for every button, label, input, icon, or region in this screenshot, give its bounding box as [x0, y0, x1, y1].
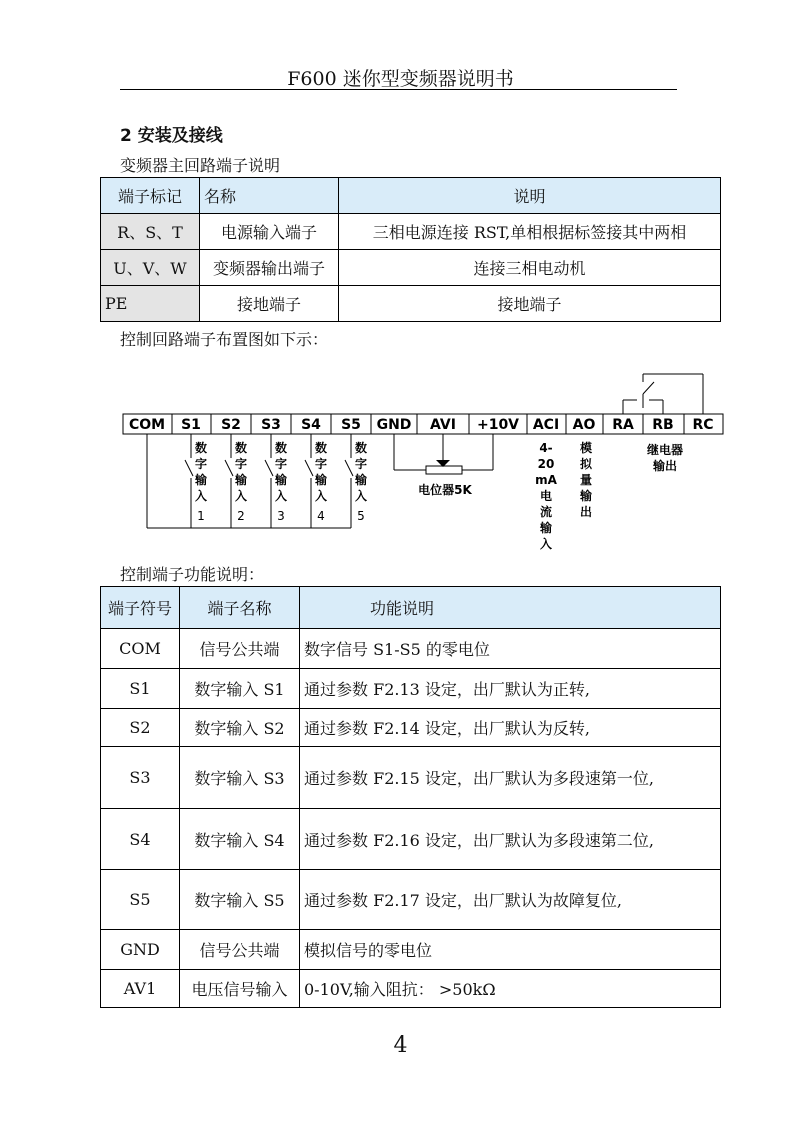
table-cell: AV1: [101, 970, 180, 1008]
relay-wiring: [623, 374, 703, 414]
svg-text:输: 输: [354, 473, 368, 487]
table-cell: 信号公共端: [180, 629, 300, 669]
header-rule: [120, 89, 677, 90]
table-cell: COM: [101, 629, 180, 669]
table-cell: 模拟信号的零电位: [300, 930, 721, 970]
table-cell: R、S、T: [101, 214, 200, 250]
table-row: [101, 629, 721, 669]
svg-text:1: 1: [197, 509, 205, 523]
terminal-label: S4: [301, 417, 321, 433]
svg-text:输: 输: [274, 473, 288, 487]
svg-text:输出: 输出: [652, 459, 678, 473]
table-cell: S1: [101, 669, 180, 709]
svg-text:5: 5: [357, 509, 365, 523]
table-cell: PE: [101, 286, 200, 322]
svg-text:出: 出: [579, 505, 593, 519]
header-cell: 端子名称: [180, 587, 300, 629]
terminal-label: RC: [692, 417, 714, 433]
table-cell: 通过参数 F2.17 设定，出厂默认为故障复位,: [300, 870, 721, 930]
svg-text:输: 输: [234, 473, 248, 487]
header-cell: 端子符号: [101, 587, 180, 629]
svg-text:入: 入: [274, 489, 288, 503]
table-row: [101, 286, 721, 322]
svg-text:流: 流: [539, 505, 553, 519]
aci-label: [535, 441, 558, 551]
svg-text:入: 入: [234, 489, 248, 503]
potentiometer-label: 电位器5K: [418, 483, 472, 497]
terminal-label: S2: [221, 417, 241, 433]
main-circuit-caption: 变频器主回路端子说明: [120, 156, 281, 175]
svg-text:入: 入: [194, 489, 208, 503]
potentiometer-wiring: [394, 434, 493, 474]
document-header-title: F600 迷你型变频器说明书: [287, 68, 514, 90]
table-cell: 数字信号 S1-S5 的零电位: [300, 629, 721, 669]
main-circuit-table: [100, 177, 721, 322]
table-cell: 通过参数 F2.16 设定，出厂默认为多段速第二位,: [300, 809, 721, 870]
svg-text:输: 输: [314, 473, 328, 487]
svg-text:字: 字: [274, 457, 288, 471]
terminal-label: S1: [181, 417, 201, 433]
table-cell: 通过参数 F2.14 设定，出厂默认为反转,: [300, 709, 721, 747]
table-cell: 数字输入 S2: [180, 709, 300, 747]
table-cell: 电源输入端子: [200, 214, 339, 250]
terminal-label: GND: [376, 417, 412, 433]
svg-text:数: 数: [194, 441, 208, 455]
svg-text:字: 字: [314, 457, 328, 471]
table-cell: S2: [101, 709, 180, 747]
svg-text:继电器: 继电器: [646, 443, 684, 457]
table-cell: 接地端子: [200, 286, 339, 322]
svg-text:mA: mA: [535, 473, 557, 487]
svg-text:字: 字: [194, 457, 208, 471]
svg-text:量: 量: [579, 473, 593, 487]
svg-text:拟: 拟: [579, 457, 593, 471]
svg-text:数: 数: [314, 441, 328, 455]
table-row: [101, 669, 721, 709]
section-title: 2 安装及接线: [120, 126, 223, 146]
header-cell: 端子标记: [101, 178, 200, 214]
table-row: [101, 809, 721, 870]
control-terminal-diagram: [0, 360, 801, 565]
svg-text:20: 20: [537, 457, 555, 471]
table-cell: 数字输入 S5: [180, 870, 300, 930]
table-header-row: [101, 587, 721, 629]
table-cell: 变频器输出端子: [200, 250, 339, 286]
table-row: [101, 870, 721, 930]
svg-text:输: 输: [194, 473, 208, 487]
table-row: [101, 970, 721, 1008]
svg-text:输: 输: [579, 489, 593, 503]
table-row: [101, 930, 721, 970]
control-function-table: [100, 586, 721, 1008]
svg-text:电: 电: [539, 489, 553, 503]
svg-text:入: 入: [314, 489, 328, 503]
svg-text:4-: 4-: [539, 441, 553, 455]
control-layout-caption: 控制回路端子布置图如下示：: [120, 330, 329, 349]
terminal-label: AO: [572, 417, 596, 433]
svg-text:入: 入: [354, 489, 368, 503]
terminal-label: S3: [261, 417, 281, 433]
svg-text:字: 字: [234, 457, 248, 471]
table-cell: 通过参数 F2.15 设定，出厂默认为多段速第一位,: [300, 747, 721, 809]
table-cell: 接地端子: [339, 286, 721, 322]
table-row: [101, 747, 721, 809]
svg-text:入: 入: [539, 537, 553, 551]
table-cell: 连接三相电动机: [339, 250, 721, 286]
ao-label: [579, 440, 593, 519]
header-cell: 功能说明: [300, 587, 721, 629]
page-number: 4: [393, 1033, 408, 1058]
terminal-label: COM: [128, 417, 166, 433]
table-cell: 通过参数 F2.13 设定，出厂默认为正转,: [300, 669, 721, 709]
svg-text:3: 3: [277, 509, 285, 523]
table-cell: 数字输入 S3: [180, 747, 300, 809]
header-cell: 说明: [339, 178, 721, 214]
svg-text:数: 数: [274, 441, 288, 455]
terminal-label: +10V: [476, 417, 520, 433]
table-cell: S3: [101, 747, 180, 809]
table-cell: 三相电源连接 RST,单相根据标签接其中两相: [339, 214, 721, 250]
table-cell: 信号公共端: [180, 930, 300, 970]
svg-text:4: 4: [317, 509, 325, 523]
table-row: [101, 214, 721, 250]
table-cell: 数字输入 S1: [180, 669, 300, 709]
table-cell: S4: [101, 809, 180, 870]
control-func-caption: 控制端子功能说明：: [120, 565, 265, 584]
terminal-label: ACI: [532, 417, 560, 433]
terminal-label: RB: [652, 417, 674, 433]
svg-text:数: 数: [354, 441, 368, 455]
svg-text:字: 字: [354, 457, 368, 471]
terminal-label: RA: [612, 417, 634, 433]
terminal-label: S5: [341, 417, 361, 433]
svg-text:数: 数: [234, 441, 248, 455]
table-cell: 电压信号输入: [180, 970, 300, 1008]
table-cell: 数字输入 S4: [180, 809, 300, 870]
table-cell: U、V、W: [101, 250, 200, 286]
table-cell: 0-10V,输入阻抗： >50kΩ: [300, 970, 721, 1008]
svg-text:模: 模: [579, 441, 593, 455]
terminal-label: AVI: [430, 417, 456, 433]
header-cell: 名称: [200, 178, 339, 214]
table-row: [101, 250, 721, 286]
svg-text:2: 2: [237, 509, 245, 523]
table-header-row: [101, 178, 721, 214]
table-cell: S5: [101, 870, 180, 930]
table-row: [101, 709, 721, 747]
table-cell: GND: [101, 930, 180, 970]
svg-text:输: 输: [539, 521, 553, 535]
